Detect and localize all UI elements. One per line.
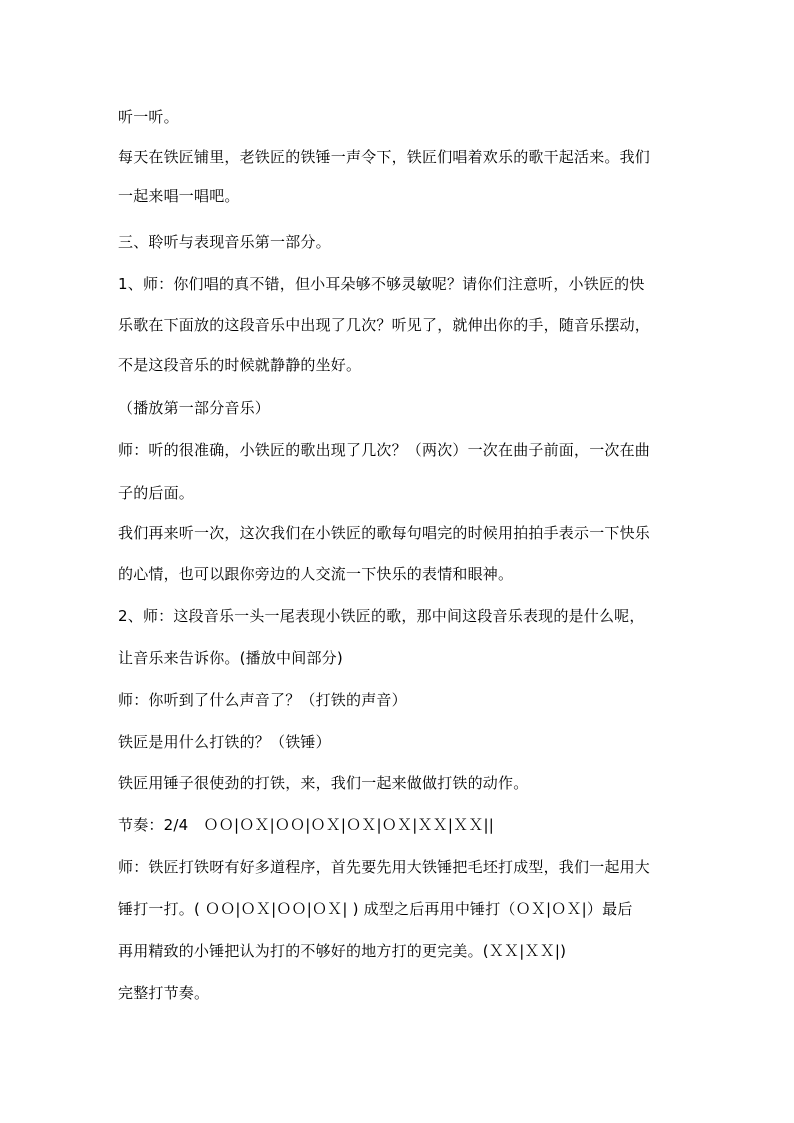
text-line: 我们再来听一次，这次我们在小铁匠的歌每句唱完的时候用拍拍手表示一下快乐 (118, 524, 651, 542)
text-line: 铁匠是用什么打铁的？（铁锤） (118, 733, 331, 751)
text-line: （播放第一部分音乐） (118, 399, 271, 417)
text-line: 师：听的很准确，小铁匠的歌出现了几次？（两次）一次在曲子前面，一次在曲 (118, 441, 651, 459)
text-line: 子的后面。 (118, 484, 195, 502)
text-line: 铁匠用锤子很使劲的打铁，来，我们一起来做做打铁的动作。 (118, 774, 529, 792)
text-line: 师：铁匠打铁呀有好多道程序，首先要先用大铁锤把毛坯打成型，我们一起用大 (118, 858, 651, 876)
text-line: 师：你听到了什么声音了？（打铁的声音） (118, 691, 407, 709)
text-line: 乐歌在下面放的这段音乐中出现了几次？听见了，就伸出你的手，随音乐摆动， (118, 316, 651, 334)
text-line: 让音乐来告诉你。(播放中间部分) (118, 649, 343, 667)
text-line: 的心情，也可以跟你旁边的人交流一下快乐的表情和眼神。 (118, 565, 514, 583)
text-line: 一起来唱一唱吧。 (118, 187, 240, 205)
text-line: 再用精致的小锤把认为打的不够好的地方打的更完美。(ＸＸ|ＸＸ|) (118, 942, 567, 960)
rhythm-line: 节奏：2/4 ＯＯ|ＯＸ|ＯＯ|ＯＸ|ＯＸ|ＯＸ|ＸＸ|ＸＸ|| (118, 816, 495, 834)
text-line: 每天在铁匠铺里，老铁匠的铁锤一声令下，铁匠们唱着欢乐的歌干起活来。我们 (118, 148, 651, 166)
text-line: 不是这段音乐的时候就静静的坐好。 (118, 356, 362, 374)
text-line: 锤打一打。( ＯＯ|ＯＸ|ＯＯ|ＯＸ| ) 成型之后再用中锤打（ＯＸ|ＯＸ|）最后 (118, 900, 633, 918)
text-line: 1、师：你们唱的真不错，但小耳朵够不够灵敏呢？请你们注意听，小铁匠的快 (118, 275, 645, 293)
text-line: 2、师：这段音乐一头一尾表现小铁匠的歌，那中间这段音乐表现的是什么呢， (118, 607, 645, 625)
text-line: 完整打节奏。 (118, 984, 210, 1002)
text-line: 听一听。 (118, 108, 179, 126)
section-heading: 三、聆听与表现音乐第一部分。 (118, 233, 331, 251)
